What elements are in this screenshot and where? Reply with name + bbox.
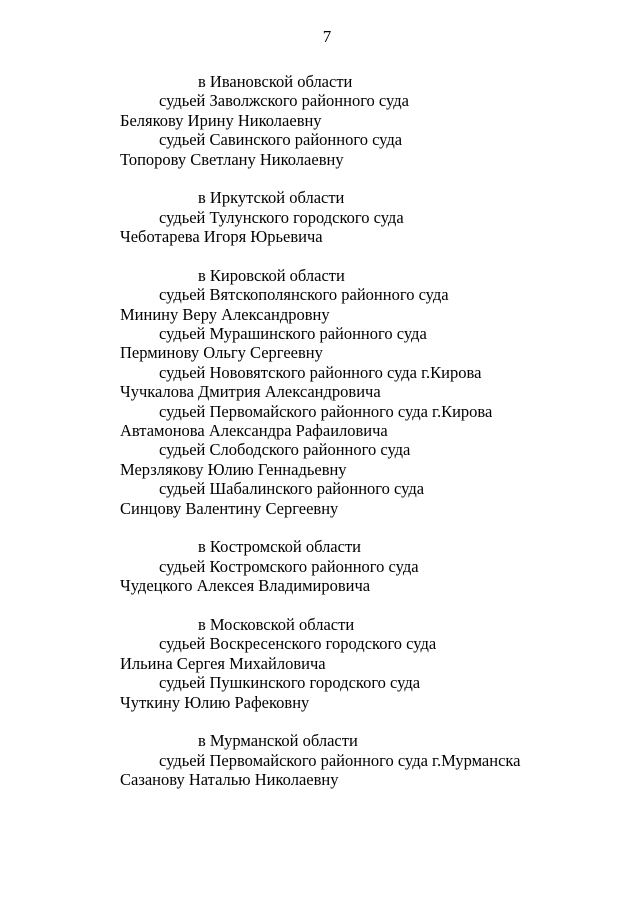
court-name: судьей Пушкинского городского суда bbox=[159, 673, 421, 693]
region-heading: в Московской области bbox=[198, 614, 355, 634]
judge-name: Автамонова Александра Рафаиловича bbox=[120, 421, 388, 441]
court-name: судьей Воскресенского городского суда bbox=[159, 634, 437, 654]
court-name: судьей Нововятского районного суда г.Кирова bbox=[159, 362, 482, 382]
court-name: судьей Тулунского городского суда bbox=[159, 207, 404, 227]
judge-name: Белякову Ирину Николаевну bbox=[120, 110, 322, 130]
court-name: судьей Первомайского районного суда г.Мурманска bbox=[159, 750, 521, 770]
court-name: судьей Заволжского районного суда bbox=[159, 91, 409, 111]
court-name: судьей Первомайского районного суда г.Кирова bbox=[159, 401, 493, 421]
region-section-kostroma bbox=[120, 537, 620, 595]
court-name: судьей Савинского районного суда bbox=[159, 130, 403, 150]
judge-name: Чеботарева Игоря Юрьевича bbox=[120, 227, 323, 247]
court-name: судьей Вятскополянского районного суда bbox=[159, 285, 449, 305]
judge-name: Сазанову Наталью Николаевну bbox=[120, 770, 339, 790]
region-heading: в Кировской области bbox=[198, 265, 345, 285]
judge-name: Чуткину Юлию Рафековну bbox=[120, 692, 310, 712]
region-section-moscow bbox=[120, 615, 620, 712]
page-number: 7 bbox=[322, 27, 332, 46]
judge-name: Синцову Валентину Сергеевну bbox=[120, 498, 339, 518]
region-heading: в Мурманской области bbox=[198, 731, 358, 751]
court-name: судьей Шабалинского районного суда bbox=[159, 479, 425, 499]
judge-name: Топорову Светлану Николаевну bbox=[120, 149, 344, 169]
judge-name: Мерзлякову Юлию Геннадьевну bbox=[120, 459, 347, 479]
court-name: судьей Мурашинского районного суда bbox=[159, 324, 427, 344]
region-section-irkutsk bbox=[120, 188, 620, 246]
judge-name: Минину Веру Александровну bbox=[120, 304, 330, 324]
judge-name: Чучкалова Дмитрия Александровича bbox=[120, 382, 381, 402]
region-heading: в Иркутской области bbox=[198, 188, 345, 208]
region-section-ivanovo bbox=[120, 72, 620, 169]
court-name: судьей Костромского районного суда bbox=[159, 556, 419, 576]
region-heading: в Ивановской области bbox=[198, 72, 353, 91]
judge-name: Ильина Сергея Михайловича bbox=[120, 653, 326, 673]
region-section-murmansk bbox=[120, 731, 620, 789]
judge-name: Перминову Ольгу Сергеевну bbox=[120, 343, 323, 363]
region-heading: в Костромской области bbox=[198, 537, 361, 557]
judge-name: Чудецкого Алексея Владимировича bbox=[120, 576, 371, 596]
court-name: судьей Слободского районного суда bbox=[159, 440, 411, 460]
region-section-kirov bbox=[120, 266, 620, 518]
document-body bbox=[120, 72, 620, 789]
